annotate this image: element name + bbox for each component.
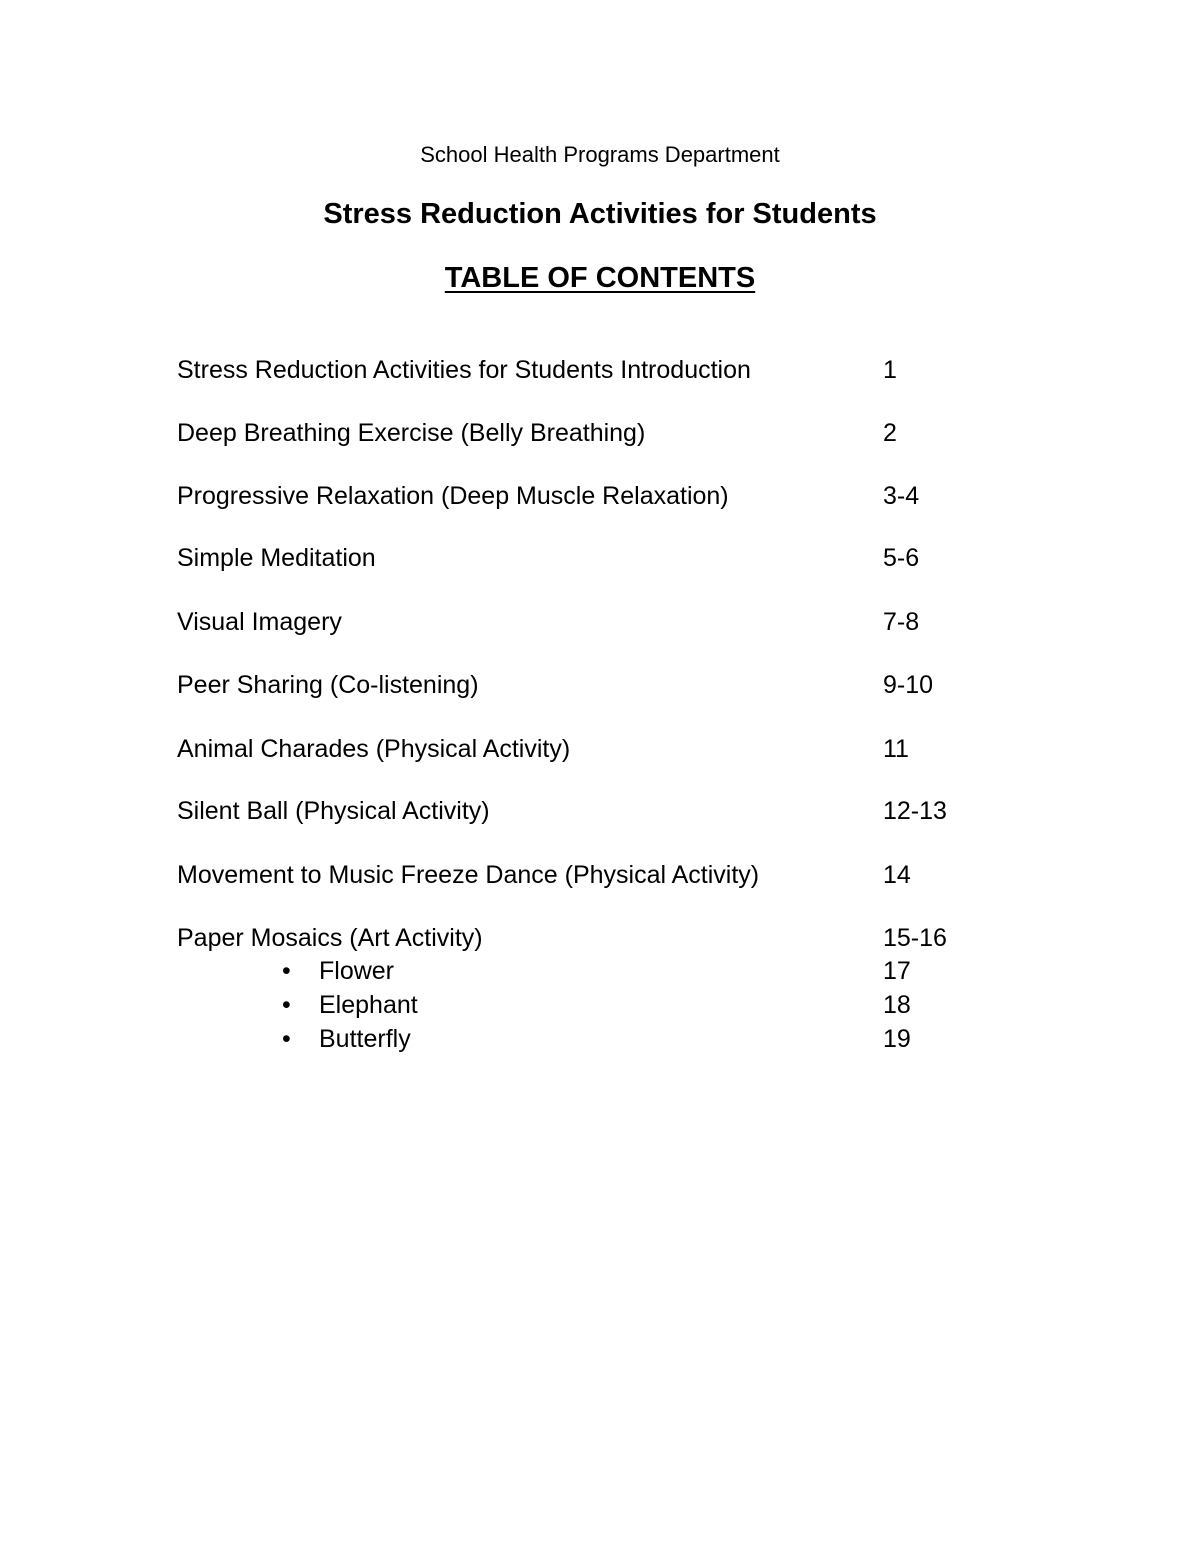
bullet-icon: • [282,957,291,985]
toc-entry-page: 14 [883,861,911,889]
toc-entry-page: 11 [883,735,909,763]
toc-entry [0,355,1200,385]
toc-entry-label: Paper Mosaics (Art Activity) [177,924,483,952]
toc-entry [0,670,1200,700]
toc-entry-page: 1 [883,356,897,384]
toc-entry [0,923,1200,953]
toc-subentry [0,956,1200,986]
toc-entry-label: Silent Ball (Physical Activity) [177,797,490,825]
toc-entry-label: Stress Reduction Activities for Students Introduction [177,356,751,384]
toc-entry [0,418,1200,448]
toc-subentry [0,1024,1200,1054]
toc-entry-page: 3-4 [883,482,920,510]
toc-entry [0,860,1200,890]
toc-entry-label: Progressive Relaxation (Deep Muscle Relaxation) [177,482,729,510]
toc-subentry-page: 17 [883,957,911,985]
toc-entry-label: Movement to Music Freeze Dance (Physical Activity) [177,861,760,889]
toc-subentry-page: 19 [883,1025,911,1053]
toc-subentry-label: Flower [319,957,395,985]
toc-entry [0,607,1200,637]
bullet-icon: • [282,991,291,1019]
toc-entry-page: 9-10 [883,671,934,699]
toc-entry-page: 7-8 [883,608,920,636]
toc-entry-label: Deep Breathing Exercise (Belly Breathing) [177,419,646,447]
toc-entry [0,734,1200,764]
toc-subentry [0,990,1200,1020]
toc-entry [0,543,1200,573]
toc-entry-page: 12-13 [883,797,947,825]
toc-subentry-label: Butterfly [319,1025,411,1053]
toc-entry-label: Peer Sharing (Co-listening) [177,671,479,699]
document-title: Stress Reduction Activities for Students [323,198,877,230]
toc-entry-label: Visual Imagery [177,608,342,636]
toc-entry-label: Animal Charades (Physical Activity) [177,735,571,763]
toc-entry [0,481,1200,511]
bullet-icon: • [282,1025,291,1053]
department-name: School Health Programs Department [420,142,780,167]
toc-entry-label: Simple Meditation [177,544,376,572]
toc-entry [0,796,1200,826]
toc-subentry-page: 18 [883,991,911,1019]
toc-entry-page: 2 [883,419,897,447]
toc-heading: TABLE OF CONTENTS [444,262,756,294]
toc-entry-page: 15-16 [883,924,947,952]
toc-entry-page: 5-6 [883,544,920,572]
toc-subentry-label: Elephant [319,991,418,1019]
